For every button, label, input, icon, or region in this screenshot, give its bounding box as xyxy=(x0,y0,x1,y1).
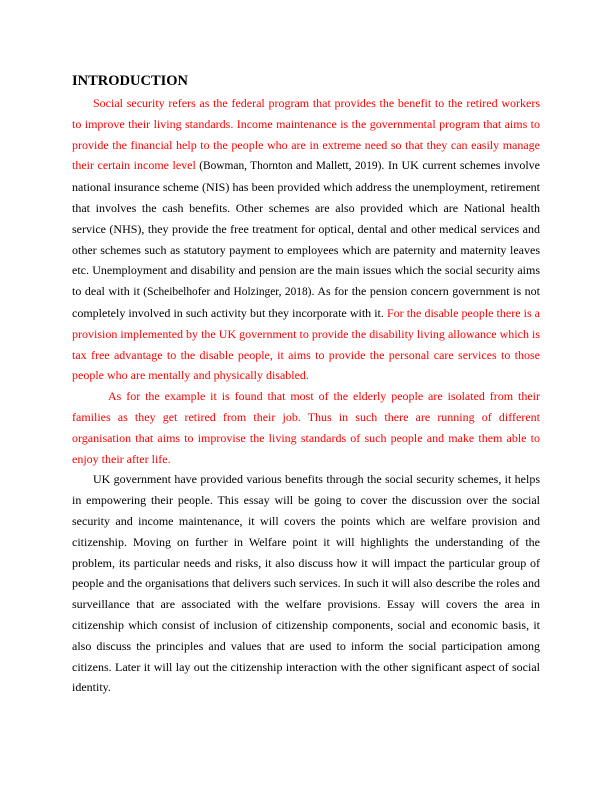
citation-bowman: (Bowman, Thornton and Mallett, 2019) xyxy=(195,160,382,173)
section-heading: INTRODUCTION xyxy=(72,73,189,89)
paragraph-2: As for the example it is found that most of the elderly people are isolated from their families as they get retired from their job. Thus in such there are running of different organisation that aims to improvise the living standards of such people and make them able to enjoy their after life. xyxy=(72,389,540,466)
paragraph-1-body-2: . As for the pension concern government is not completely involved in such activity but they incorporate with it. xyxy=(72,284,540,320)
paragraph-1 xyxy=(72,93,540,386)
citation-scheibelhofer: (Scheibelhofer and Holzinger, 2018) xyxy=(139,286,312,299)
paragraph-1-red-tail: For the disable people there is a provision implemented by the UK government to provide the disability living allowance which is tax free advantage to the disable people, it aims to provide the personal care services to those people who are mentally and physically disabled. xyxy=(72,305,541,383)
document-page xyxy=(72,72,540,698)
paragraph-1-red-lead: Social security refers as the federal program that provides the benefit to the retired workers to improve their living standards. Income maintenance is the governmental program that aims to provide the financial help to the people who are in extreme need so that they can easily manage their certain income level xyxy=(72,96,540,173)
paragraph-1-body: . In UK current schemes involve national insurance scheme (NIS) has been provided which address the unemployment, retirement that involves the cash benefits. Other schemes are also provided which are National health service (NHS), they provide the free treatment for optical, dental and other medical services and other schemes such as statutory payment to employees which are paternity and maternity leaves etc. Unemployment and disability and pension are the main issues which the social security aims to deal with it xyxy=(72,158,540,299)
paragraph-3: UK government have provided various benefits through the social security schemes, it helps in empowering their people. This essay will be going to cover the discussion over the social security and income maintenance, it will covers the points which are welfare provision and citizenship. Moving on further in Welfare point it will highlights the understanding of the problem, its particular needs and risks, it also discuss how it will impact the particular group of people and the organisations that delivers such services. In such it will also describe the roles and surveillance that are associated with the welfare provisions. Essay will covers the area in citizenship which consist of inclusion of citizenship components, social and economic basis, it also discuss the principles and values that are used to inform the social participation among citizens. Later it will lay out the citizenship interaction with the other significant aspect of social identity. xyxy=(72,472,540,695)
